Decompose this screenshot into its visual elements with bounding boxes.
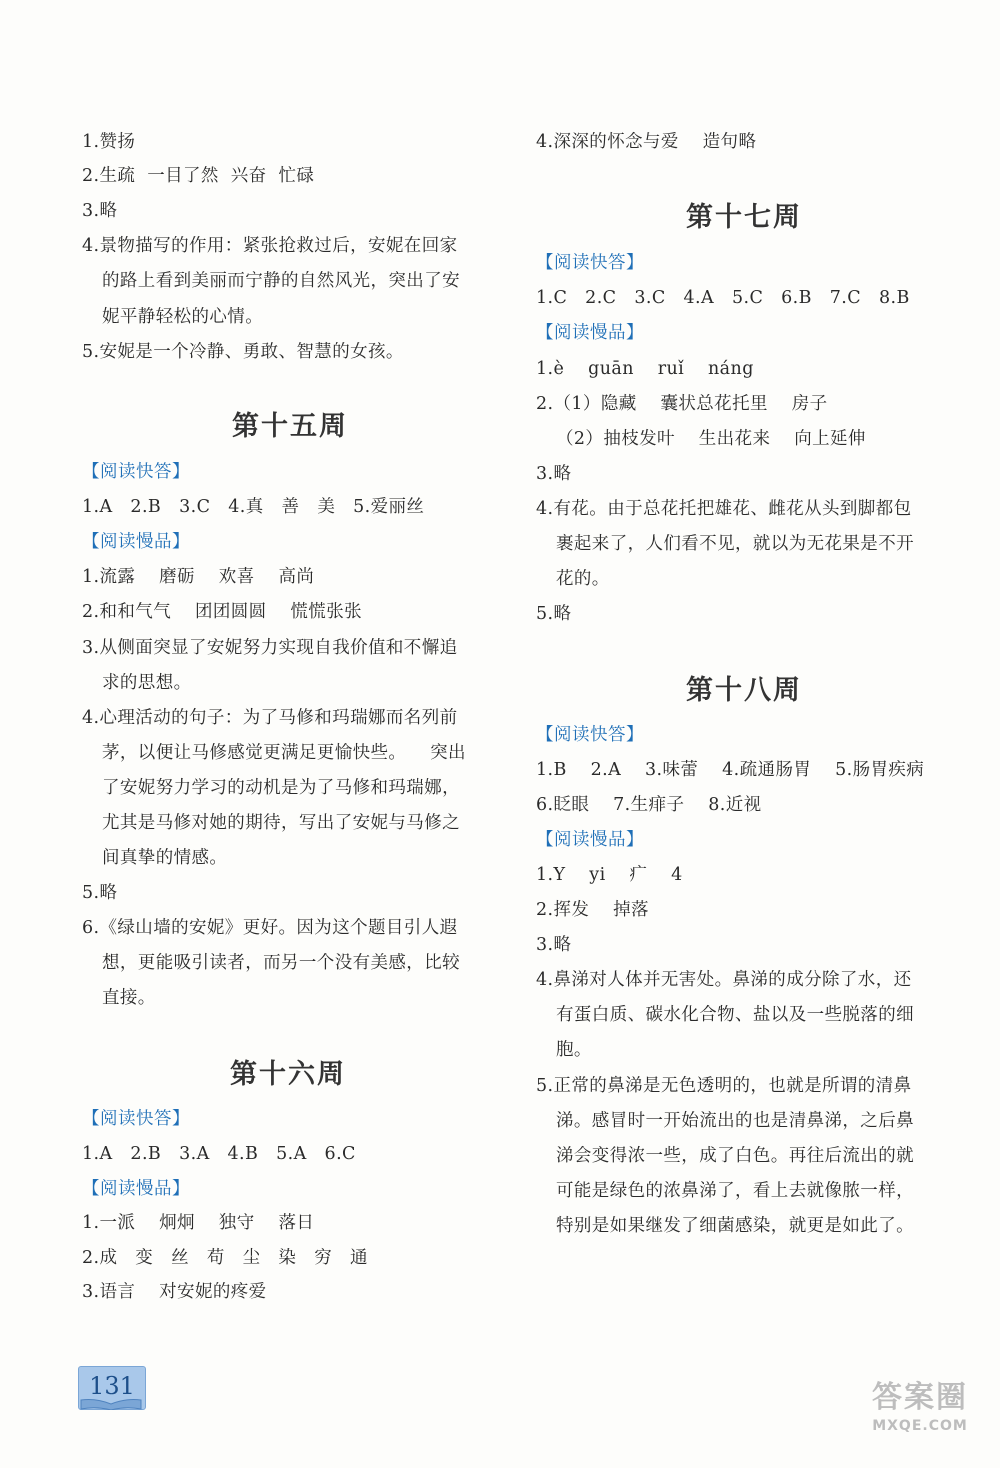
answer-line: 3.略 [536,464,572,484]
answer-line: 胞。 [556,1040,592,1060]
answer-line: 1.è guān ruǐ náng [536,359,754,379]
answer-line: 5.略 [536,604,572,624]
answer-line: 1.A 2.B 3.C 4.真 善 美 5.爱丽丝 [82,497,425,517]
answer-line: 1.C 2.C 3.C 4.A 5.C 6.B 7.C 8.B [536,288,910,308]
answer-line: 5.安妮是一个冷静、勇敢、智慧的女孩。 [82,342,404,362]
answer-line: 2.（1）隐藏 囊状总花托里 房子 [536,394,828,414]
week18-heading: 第十八周 [686,675,802,706]
answer-line: 间真挚的情感。 [102,848,228,868]
answer-line: 5.正常的鼻涕是无色透明的，也就是所谓的清鼻 [536,1076,912,1096]
answer-line: 可能是绿色的浓鼻涕了，看上去就像脓一样， [556,1181,914,1201]
answer-line: 6.《绿山墙的安妮》更好。因为这个题目引人遐 [82,918,458,938]
answer-line: 特别是如果继发了细菌感染，就更是如此了。 [556,1216,914,1236]
watermark-title: 答案圈 [872,1380,968,1415]
answer-line: 涕。感冒时一开始流出的也是清鼻涕，之后鼻 [556,1111,914,1131]
answer-line: 直接。 [102,988,156,1008]
answer-line: 4.心理活动的句子：为了马修和玛瑞娜而名列前 [82,708,458,728]
week16-heading: 第十六周 [230,1059,346,1090]
watermark-url: MXQE.COM [872,1418,968,1434]
answer-line: 了安妮努力学习的动机是为了马修和玛瑞娜， [102,778,460,798]
answer-line: 求的思想。 [102,673,192,693]
answer-line: 的路上看到美丽而宁静的自然风光，突出了安 [102,271,460,291]
answer-line: 茅，以便让马修感觉更满足更愉快些。 突出 [102,743,466,763]
answer-line: （2）抽枝发叶 生出花来 向上延伸 [556,429,866,449]
open-book-icon [80,1398,142,1410]
answer-line: 6.眨眼 7.生痱子 8.近视 [536,795,762,815]
quick-answer-tag: 【阅读快答】 [536,253,644,273]
answer-line: 4.鼻涕对人体并无害处。鼻涕的成分除了水，还 [536,970,912,990]
answer-line: 2.成 变 丝 苟 尘 染 穷 通 [82,1248,368,1268]
slow-reading-tag: 【阅读慢品】 [536,830,644,850]
quick-answer-tag: 【阅读快答】 [536,725,644,745]
slow-reading-tag: 【阅读慢品】 [536,323,644,343]
answer-line: 2.和和气气 团团圆圆 慌慌张张 [82,602,362,622]
answer-line: 4.深深的怀念与爱 造句略 [536,132,757,152]
answer-line: 3.语言 对安妮的疼爱 [82,1282,267,1302]
answer-line: 1.流露 磨砺 欢喜 高尚 [82,567,315,587]
answer-line: 2.生疏 一目了然 兴奋 忙碌 [82,166,315,186]
answer-line: 1.B 2.A 3.味蕾 4.疏通肠胃 5.肠胃疾病 [536,760,925,780]
week17-heading: 第十七周 [686,202,802,233]
page-number: 131 [78,1366,146,1410]
answer-line: 1.赞扬 [82,132,136,152]
slow-reading-tag: 【阅读慢品】 [82,1179,190,1199]
answer-line: 3.略 [82,201,118,221]
answer-line: 尤其是马修对她的期待，写出了安妮与马修之 [102,813,460,833]
answer-line: 妮平静轻松的心情。 [102,307,264,327]
answer-line: 裹起来了，人们看不见，就以为无花果是不开 [556,534,914,554]
answer-line: 1.A 2.B 3.A 4.B 5.A 6.C [82,1144,356,1164]
answer-line: 想，更能吸引读者，而另一个没有美感，比较 [102,953,460,973]
answer-line: 2.挥发 掉落 [536,900,649,920]
answer-line: 3.略 [536,935,572,955]
answer-line: 3.从侧面突显了安妮努力实现自我价值和不懈追 [82,638,458,658]
slow-reading-tag: 【阅读慢品】 [82,532,190,552]
quick-answer-tag: 【阅读快答】 [82,462,190,482]
answer-line: 花的。 [556,569,610,589]
answer-line: 4.有花。由于总花托把雄花、雌花从头到脚都包 [536,499,912,519]
answer-line: 5.略 [82,883,118,903]
quick-answer-tag: 【阅读快答】 [82,1109,190,1129]
answer-line: 4.景物描写的作用：紧张抢救过后，安妮在回家 [82,236,458,256]
answer-line: 涕会变得浓一些，成了白色。再往后流出的就 [556,1146,914,1166]
answer-line: 1.Y yi 疒 4 [536,865,683,885]
answer-line: 有蛋白质、碳水化合物、盐以及一些脱落的细 [556,1005,914,1025]
answer-line: 1.一派 炯炯 独守 落日 [82,1213,315,1233]
watermark-logo [860,1380,980,1460]
week15-heading: 第十五周 [232,411,348,442]
